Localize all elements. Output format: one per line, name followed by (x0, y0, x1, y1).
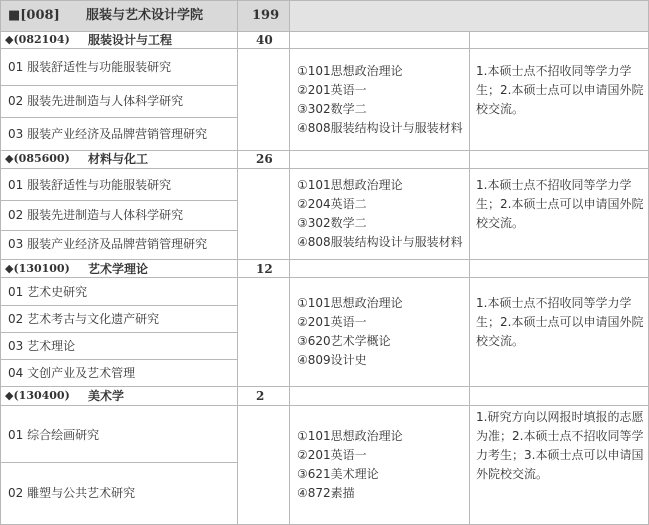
exam-subject: ②204英语二 (297, 197, 367, 211)
research-direction: 02 雕塑与公共艺术研究 (8, 486, 136, 500)
exam-subject: ①101思想政治理论 (297, 178, 403, 192)
exam-subject: ①101思想政治理论 (297, 64, 403, 78)
row-border (0, 230, 237, 231)
research-direction: 03 艺术理论 (8, 339, 76, 353)
remarks: 1.本硕士点不招收同等学力学生；2.本硕士点可以申请国外院校交流。 (476, 178, 644, 230)
remarks: 1.本硕士点不招收同等学力学生；2.本硕士点可以申请国外院校交流。 (476, 64, 644, 116)
col-border (469, 31, 470, 525)
col-border (0, 0, 1, 525)
row-border (0, 48, 649, 49)
row-border (0, 386, 649, 387)
remarks: 1.研究方向以网报时填报的志愿为准；2.本硕士点不招收同等学力考生；3.本硕士点可以申请国外院校交流。 (476, 410, 644, 481)
major-name: 材料与化工 (88, 152, 149, 166)
exam-subject: ②201英语一 (297, 315, 367, 329)
major-count: 26 (256, 152, 273, 166)
major-code: ◆(130100) (5, 262, 70, 275)
row-border (0, 277, 649, 278)
row-border (0, 305, 237, 306)
research-direction: 03 服装产业经济及品牌营销管理研究 (8, 127, 208, 141)
research-direction: 03 服装产业经济及品牌营销管理研究 (8, 237, 208, 251)
exam-subject: ③620艺术学概论 (297, 334, 391, 348)
exam-subject: ④808服装结构设计与服装材料 (297, 235, 463, 249)
exam-subject: ①101思想政治理论 (297, 296, 403, 310)
college-name: 服装与艺术设计学院 (86, 8, 204, 23)
row-border (0, 405, 649, 406)
exam-subject: ④808服装结构设计与服装材料 (297, 121, 463, 135)
col-border (237, 0, 238, 31)
research-direction: 02 艺术考古与文化遗产研究 (8, 312, 160, 326)
major-count: 2 (256, 389, 265, 403)
major-code: ◆(085600) (5, 152, 70, 165)
major-name: 美术学 (88, 389, 125, 403)
exam-subject: ③621美术理论 (297, 467, 379, 481)
research-direction: 02 服装先进制造与人体科学研究 (8, 208, 184, 222)
research-direction: 01 服装舒适性与功能服装研究 (8, 178, 172, 192)
exam-subject: ③302数学二 (297, 102, 367, 116)
major-name: 服装设计与工程 (88, 33, 173, 47)
exam-subject: ④872素描 (297, 486, 355, 500)
col-border (237, 31, 238, 48)
research-direction: 01 艺术史研究 (8, 285, 88, 299)
major-count: 40 (256, 33, 273, 47)
row-border (0, 168, 649, 169)
exam-subject: ③302数学二 (297, 216, 367, 230)
row-border (0, 332, 237, 333)
major-name: 艺术学理论 (88, 262, 149, 276)
row-border (0, 359, 237, 360)
col-border (237, 48, 238, 525)
row-border (0, 85, 237, 86)
row-border (0, 259, 649, 260)
row-border (0, 0, 649, 1)
exam-subject: ②201英语一 (297, 83, 367, 97)
college-code: ■[008] (8, 8, 60, 23)
college-header-shade-right (289, 0, 649, 31)
research-direction: 01 综合绘画研究 (8, 428, 100, 442)
remarks: 1.本硕士点不招收同等学力学生；2.本硕士点可以申请国外院校交流。 (476, 296, 644, 348)
row-border (0, 200, 237, 201)
research-direction: 04 文创产业及艺术管理 (8, 366, 136, 380)
col-border (289, 0, 290, 525)
exam-subject: ④809设计史 (297, 353, 367, 367)
research-direction: 02 服装先进制造与人体科学研究 (8, 94, 184, 108)
row-border (0, 117, 237, 118)
research-direction: 01 服装舒适性与功能服装研究 (8, 60, 172, 74)
major-code: ◆(130400) (5, 389, 70, 402)
major-code: ◆(082104) (5, 33, 70, 46)
major-count: 12 (256, 262, 273, 276)
row-border (0, 462, 237, 463)
exam-subject: ①101思想政治理论 (297, 429, 403, 443)
exam-subject: ②201英语一 (297, 448, 367, 462)
college-count: 199 (252, 8, 280, 23)
